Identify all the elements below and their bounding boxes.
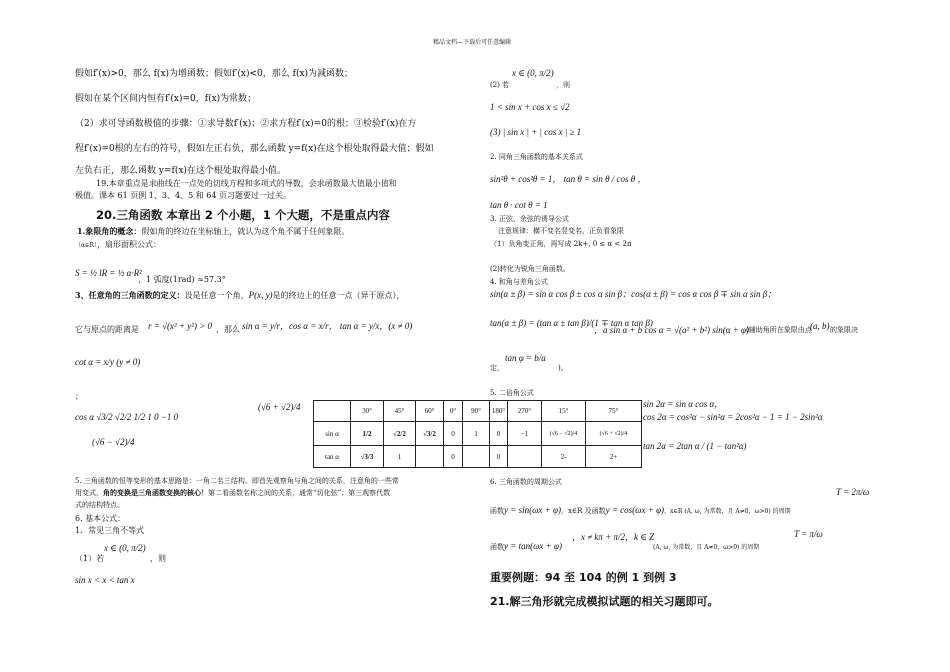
table-tan-45: 1 bbox=[384, 446, 416, 468]
tan-phi-formula: tan φ = b/a bbox=[505, 353, 546, 363]
quadrant-angle-label: 1.象限角的概念： bbox=[77, 226, 142, 236]
tan-period: T = π/ω bbox=[794, 529, 823, 539]
trig-definition-text-2: 是的终边上的任意一点（异于原点）， bbox=[272, 291, 405, 300]
double-angle-title: 5. 二倍角公式 bbox=[490, 389, 534, 397]
induction-title: 3. 正弦、余弦的诱导公式 bbox=[490, 215, 569, 223]
table-tan-270 bbox=[508, 446, 542, 468]
inequality-2-formula: 1 < sin x + cos x ≤ √2 bbox=[490, 102, 570, 112]
table-tan-0: 0 bbox=[444, 446, 463, 468]
cos-75-value: (√6 − √2)/4 bbox=[92, 437, 135, 447]
table-sin-15: (√6 − √2)/4 bbox=[542, 422, 586, 446]
same-angle-title: 2. 同角三角函数的基本关系式 bbox=[490, 153, 583, 161]
inequality-2-then: ，则 bbox=[556, 81, 570, 89]
sin-function: y = sin(ωx + φ) bbox=[504, 505, 561, 515]
same-angle-formula-1: sin²θ + cos²θ = 1， tan θ = sin θ / cos θ ， bbox=[490, 174, 647, 184]
auxiliary-angle-note: (辅助角所在象限由点 bbox=[746, 326, 812, 334]
paragraph-5: 5. 三角函数的恒等变形的基本思路是：一角二名三结构。即首先观察角与角之间的关系，注意角的一些常 bbox=[75, 477, 399, 485]
paragraph-5-text: 用变式， bbox=[75, 489, 103, 497]
double-angle-tan: tan 2α = 2tan α / (1 − tan²α) bbox=[643, 441, 747, 451]
paragraph-5-text-2: 第二看函数名称之间的关系，通常“切化弦”；第三观察代数 bbox=[208, 489, 391, 497]
cot-formula: cot α = x/y (y ≠ 0) bbox=[75, 357, 141, 367]
paragraph-extremum-steps: （2）求可导函数极值的步骤：①求导数f′(x)；②求方程f′(x)=0的根；③检验f′(x)在方 bbox=[75, 119, 417, 129]
paragraph-extremum-min: 左负右正，那么函数 y=f(x)在这个根处取得最小值。 bbox=[75, 166, 286, 176]
inequality-1-range: x ∈ (0, π/2) bbox=[104, 543, 146, 553]
radian-conversion: ，1 弧度(1rad) ≈57.3° bbox=[138, 275, 226, 284]
table-header-180: 180° bbox=[490, 401, 508, 422]
table-header-90: 90° bbox=[463, 401, 490, 422]
table-sin-45: √2/2 bbox=[384, 422, 416, 446]
cos-values-row: cos α √3/2 √2/2 1/2 1 0 −1 0 bbox=[75, 412, 179, 422]
auxiliary-angle-note-2: 的象限决 bbox=[830, 326, 858, 334]
cos-15-value: (√6 + √2)/4 bbox=[258, 402, 301, 412]
paragraph-increasing: 假如f′(x)>0，那么 f(x)为增函数；假如f′(x)<0，那么 f(x)为减函数； bbox=[75, 69, 354, 79]
paragraph-5-cont bbox=[75, 488, 390, 498]
table-header-45: 45° bbox=[384, 401, 416, 422]
induction-step-2: (2)转化为锐角三角函数。 bbox=[490, 265, 570, 273]
period-condition: ，x∈R (A, ω, 为常数，且 A≠0，ω>0) 的周期 bbox=[664, 508, 791, 515]
and-function-label: ，x∈R 及函数 bbox=[560, 507, 606, 515]
period-title: 6. 三角函数的周期公式 bbox=[490, 478, 562, 486]
sector-area-formula: S = ½ lR = ½ α·R² bbox=[75, 268, 142, 278]
trig-ratios-formula: sin α = y/r，cos α = x/r， tan α = y/x，(x ≠ 0) bbox=[242, 321, 413, 331]
paragraph-5-end: 式的结构特点。 bbox=[75, 501, 124, 509]
table-tan-15: 2- bbox=[542, 446, 586, 468]
section-title-21: 21.解三角形就完成模拟试题的相关习题即可。 bbox=[490, 595, 719, 608]
key-examples: 重要例题：94 至 104 的例 1 到例 3 bbox=[490, 571, 677, 584]
tan-period-condition: (A, ω, 为常数，且 A≠0，ω>0) 的周期 bbox=[653, 544, 760, 551]
colon-mark: ； bbox=[75, 392, 83, 401]
sum-difference-sin-cos: sin(α ± β) = sin α cos β ± cos α sin β；cos(α ± β) = cos α cos β ∓ sin α sin β； bbox=[490, 289, 777, 299]
table-sin-270: −1 bbox=[508, 422, 542, 446]
table-header-60: 60° bbox=[416, 401, 444, 422]
table-sin-60: √3/2 bbox=[416, 422, 444, 446]
period-line-1 bbox=[490, 505, 791, 516]
auxiliary-angle-note-3: 定， bbox=[490, 364, 504, 372]
sector-area-label: ，扇形面积公式： bbox=[97, 240, 162, 249]
quadrant-angle bbox=[77, 226, 349, 237]
period-line-2 bbox=[490, 541, 562, 552]
table-header-15: 15° bbox=[542, 401, 586, 422]
auxiliary-angle-formula: ，a sin α + b cos α = √(a² + b²) sin(α + φ) bbox=[594, 325, 750, 335]
table-header-30: 30° bbox=[351, 401, 384, 422]
inequality-1-formula: sin x < x < tan x bbox=[75, 575, 135, 585]
section-title-20: 20.三角函数 本章出 2 个小题，1 个大题，不是重点内容 bbox=[96, 208, 390, 222]
trig-definition-label: 3、任意角的三角函数的定义： bbox=[75, 290, 185, 300]
table-header-270: 270° bbox=[508, 401, 542, 422]
tan-function: y = tan(ωx + φ) bbox=[504, 541, 562, 551]
paragraph-5-emphasis: 角的变换是三角函数变换的核心！ bbox=[103, 488, 208, 497]
paragraph-19: 19.本章重点是求曲线在一点处的切线方程和多项式的导数，会求函数最大值最小值和 bbox=[96, 179, 397, 188]
then-label: ，那么 bbox=[216, 325, 240, 334]
induction-step-1: （1）负角变正角，再写成 2k+, 0 ≤ α < 2π bbox=[490, 240, 632, 248]
table-sin-90: 1 bbox=[463, 422, 490, 446]
table-header-0: 0° bbox=[444, 401, 463, 422]
table-sin-180: 0 bbox=[490, 422, 508, 446]
auxiliary-angle-close: )。 bbox=[558, 364, 568, 372]
inequality-1-label: （1）若 bbox=[75, 554, 105, 563]
point-ab: (a, b) bbox=[810, 321, 830, 331]
table-sin-30: 1/2 bbox=[351, 422, 384, 446]
point-p: P(x, y) bbox=[248, 290, 273, 300]
double-angle-sin: sin 2α = sin α cos α， bbox=[643, 399, 724, 409]
common-inequality-title: 1．常见三角不等式 bbox=[75, 526, 145, 535]
table-sin-label: sin α bbox=[314, 422, 351, 446]
table-tan-75: 2+ bbox=[586, 446, 642, 468]
inequality-1-then: ，则 bbox=[150, 554, 166, 563]
table-tan-label: tan α bbox=[314, 446, 351, 468]
basic-formulas-title: 6. 基本公式： bbox=[75, 514, 126, 523]
table-tan-30: √3/3 bbox=[351, 446, 384, 468]
quadrant-angle-text: 假如角的终边在坐标轴上，就认为这个角不属于任何象限。 bbox=[141, 227, 350, 236]
distance-to-origin: 它与原点的距离是 bbox=[75, 325, 139, 334]
paragraph-constant: 假如在某个区间内恒有f′(x)=0，f(x)为常数； bbox=[75, 94, 257, 104]
table-header-empty bbox=[314, 401, 351, 422]
table-tan-90 bbox=[463, 446, 490, 468]
page-header: 精品文档---下载后可任意编辑 bbox=[433, 39, 512, 46]
table-header-75: 75° bbox=[586, 401, 642, 422]
inequality-3-formula: (3) | sin x | + | cos x | ≥ 1 bbox=[490, 127, 582, 137]
table-tan-60 bbox=[416, 446, 444, 468]
sum-difference-tan: tan(α ± β) = (tan α ± tan β)/(1 ∓ tan α tan β) bbox=[490, 318, 653, 328]
trig-definition-text: 设是任意一个角， bbox=[184, 291, 249, 300]
inequality-2-range: x ∈ (0, π/2) bbox=[512, 68, 554, 78]
alpha-range: （α∈R） bbox=[75, 242, 98, 249]
function-label: 函数 bbox=[490, 507, 504, 515]
sum-difference-title: 4. 和角与差角公式 bbox=[490, 278, 548, 286]
sector-area bbox=[75, 239, 161, 250]
cos-function: y = cos(ωx + φ) bbox=[605, 505, 665, 515]
function-label-2: 函数 bbox=[490, 543, 504, 551]
tan-domain: ，x ≠ kπ + π/2，k ∈ Z bbox=[572, 532, 655, 542]
table-sin-75: (√6 + √2)/4 bbox=[586, 422, 642, 446]
induction-rule: 注意规律：横不变名竖变名，正负看象限 bbox=[498, 227, 624, 235]
same-angle-formula-2: tan θ · cot θ = 1 bbox=[490, 200, 548, 210]
trig-definition bbox=[75, 290, 405, 301]
table-tan-180: 0 bbox=[490, 446, 508, 468]
paragraph-extremum-max: 程f′(x)=0根的左右的符号，假如左正右负，那么函数 y=f(x)在这个根处取得最大值；假如 bbox=[75, 144, 434, 154]
paragraph-19-cont: 极值。课本 61 页例 1、3、4、5 和 64 页习题要过一过关。 bbox=[75, 191, 291, 200]
radius-formula: r = √(x² + y²) > 0 bbox=[148, 321, 213, 331]
double-angle-cos: cos 2α = cos²α − sin²α = 2cos²α − 1 = 1 − 2sin²α bbox=[643, 412, 823, 422]
trig-values-table bbox=[313, 400, 642, 468]
inequality-2-label: (2) 若 bbox=[490, 81, 510, 89]
sin-cos-period: T = 2π/ω bbox=[836, 487, 870, 497]
table-sin-0: 0 bbox=[444, 422, 463, 446]
